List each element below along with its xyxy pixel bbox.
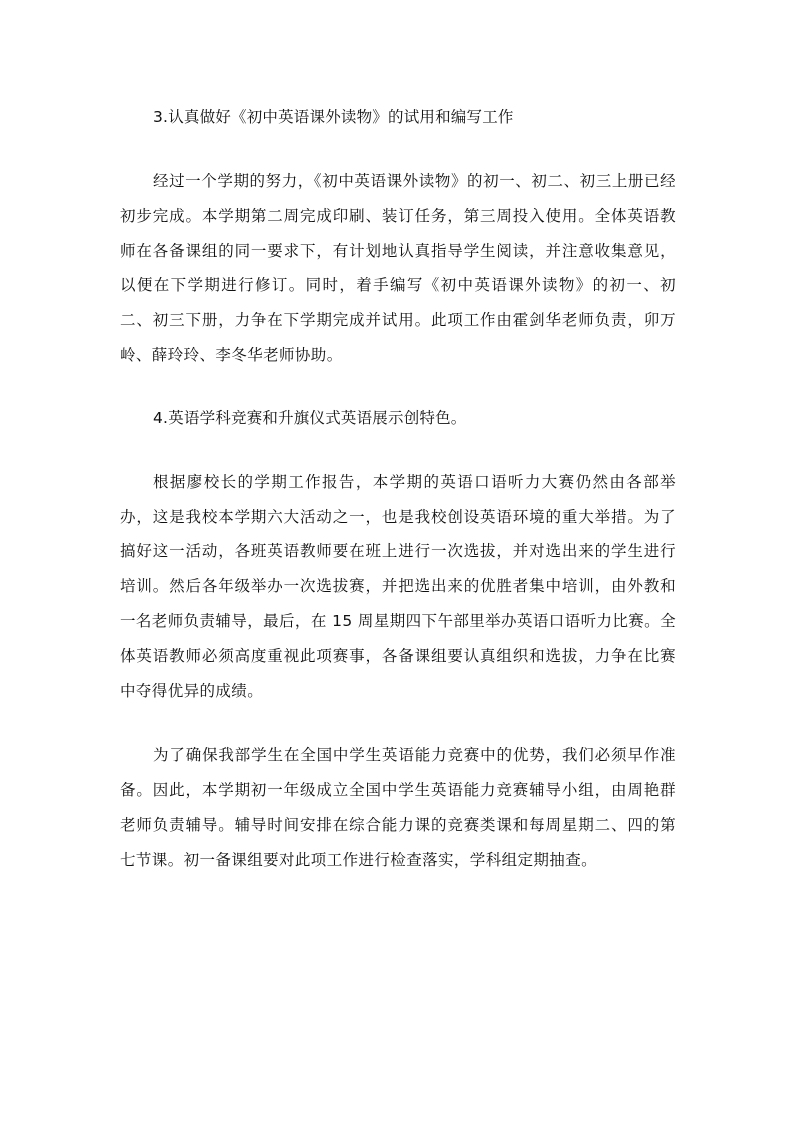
section-4-paragraph-1: 根据廖校长的学期工作报告，本学期的英语口语听力大赛仍然由各部举办，这是我校本学期六大活动之一，也是我校创设英语环境的重大举措。为了搞好这一活动，各班英语教师要在班上进行一次选拔，并对选出来的学生进行培训。然后各年级举办一次选拔赛，并把选出来的优胜者集中培训，由外教和一名老师负责辅导，最后，在 15 周星期四下午部里举办英语口语听力比赛。全体英语教师必须高度重视此项赛事，各备课组要认真组织和选拔，力争在比赛中夺得优异的成绩。: [120, 472, 676, 700]
section-heading-3: 3.认真做好《初中英语课外读物》的试用和编写工作: [153, 108, 514, 126]
document-body: [120, 102, 676, 908]
section-4-paragraph-2: 为了确保我部学生在全国中学生英语能力竞赛中的优势，我们必须早作准备。因此，本学期初一年级成立全国中学生英语能力竞赛辅导小组，由周艳群老师负责辅导。辅导时间安排在综合能力课的竞赛类课和每周星期二、四的第七节课。初一备课组要对此项工作进行检查落实，学科组定期抽查。: [120, 746, 676, 869]
section-heading-4: 4.英语学科竞赛和升旗仪式英语展示创特色。: [153, 408, 467, 427]
section-3-paragraph-1: 经过一个学期的努力，《初中英语课外读物》的初一、初二、初三上册已经初步完成。本学期第二周完成印刷、装订任务，第三周投入使用。全体英语教师在各备课组的同一要求下，有计划地认真指导学生阅读，并注意收集意见，以便在下学期进行修订。同时，着手编写《初中英语课外读物》的初一、初二、初三下册，力争在下学期完成并试用。此项工作由霍剑华老师负责，卯万岭、薛玲玲、李冬华老师协助。: [120, 172, 676, 364]
